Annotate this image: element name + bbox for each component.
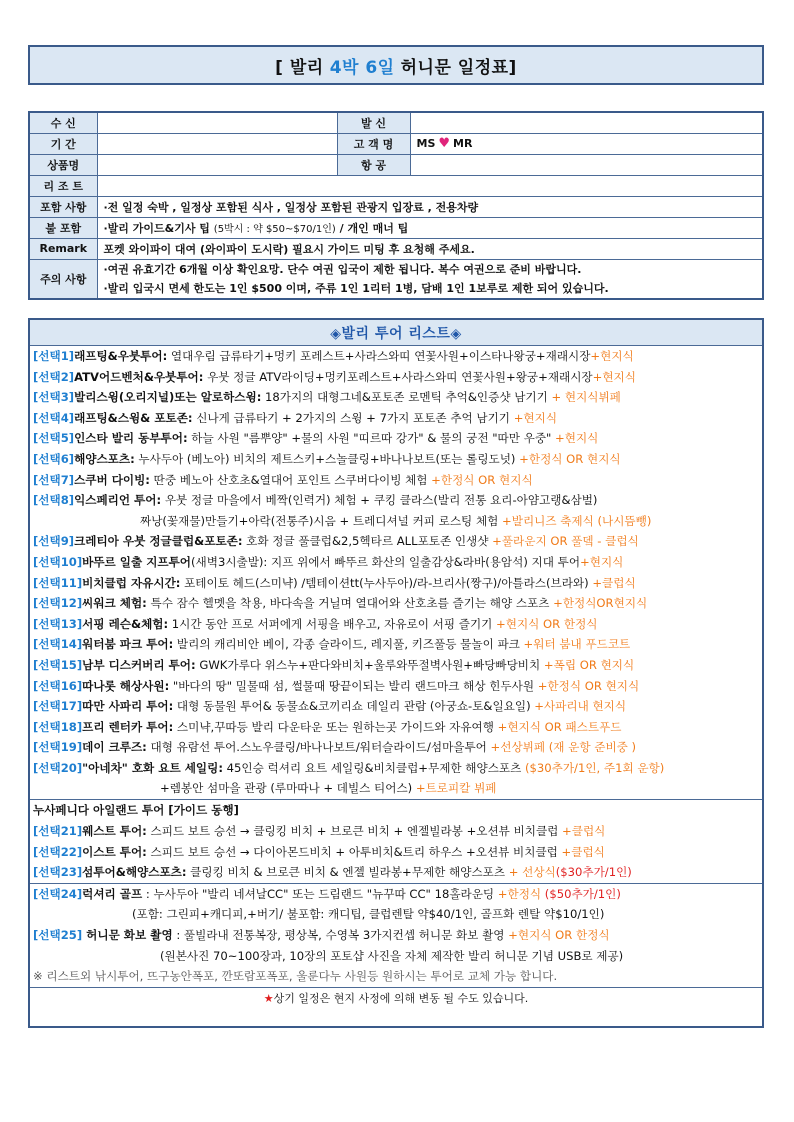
tour-opt: +선상뷔페 (재 운항 준비중 ) (486, 740, 637, 755)
tour-tag: [선택10] (33, 554, 83, 569)
tour-desc: 스미냑,꾸따등 발리 다운타운 또는 원하는곳 가이드와 자유여행 (173, 719, 494, 734)
tour-item (30, 676, 762, 697)
tour-tag: [선택16] (33, 678, 83, 693)
tour-desc: 누사두아 (베노아) 비치의 제트스키+스놀클링+바나나보트(또는 롤링도넛) (134, 451, 516, 466)
tour-opt: +워터 붐내 푸드코트 (519, 637, 631, 652)
tour-item (30, 408, 762, 429)
tour-desc: "바다의 땅" 밀물때 섬, 썰물때 땅끝이되는 발리 랜드마크 해상 힌두사원 (169, 678, 535, 693)
tour-tag: [선택5] (33, 431, 75, 446)
tour-tag: [선택11] (33, 575, 83, 590)
tour-opt: +한정식 OR 현지식 (427, 472, 533, 487)
tour-name: 서핑 레슨&체험: (82, 616, 169, 631)
tour-tag: [선택20] (33, 760, 83, 775)
period-label: 기 간 (29, 133, 97, 154)
tour-tag: [선택6] (33, 451, 75, 466)
tour-tag: [선택9] (33, 534, 75, 549)
photo-continued: (원본사진 70~100장과, 10장의 포토샵 사진을 자체 제작한 발리 허니문 기념 USB로 제공) (160, 948, 624, 963)
tour-tag: [선택22] (33, 844, 83, 859)
tour-item (30, 449, 762, 470)
tour-item (30, 696, 762, 717)
tour-opt: +현지식 (580, 554, 624, 569)
tour-name: 데이 크루즈: (82, 740, 147, 755)
tour-desc: 신나게 급류타기 + 2가지의 스윙 + 7가지 포토존 추억 남기기 (192, 410, 511, 425)
tour-name: 바뚜르 일출 지프투어 (82, 554, 192, 569)
tour-item (30, 842, 762, 863)
tour-opt: +클럽식 (558, 824, 606, 839)
tour-name: 씨워크 체험: (82, 596, 147, 611)
tour-group-bali-2 (30, 531, 762, 778)
tour-name: 크레티아 우붓 정글클럽&포토존: (74, 534, 243, 549)
caution-label: 주의 사항 (29, 259, 97, 299)
excludes-b: (5박시 : 약 $50~$70/1인) (213, 223, 336, 235)
tour-name: 비치클럽 자유시간: (82, 575, 181, 590)
tour-opt: +한정식 OR 현지식 (534, 678, 640, 693)
tour-item (30, 862, 762, 883)
tour-opt: +현지식 OR 패스트푸드 (493, 719, 622, 734)
tour-name: 인스타 발리 동부투어: (74, 431, 188, 446)
tour-opt: +현지식 (592, 369, 636, 384)
tour-desc: 우붓 정글 ATV라이딩+멍키포레스트+사라스와띠 연꽃사원+왕궁+재래시장 (203, 369, 593, 384)
tour-desc: 특수 잠수 헬멧을 착용, 바다속을 거닐며 열대어와 산호초를 즐기는 해양 스포츠 (146, 596, 550, 611)
tour-list-header: ◈발리 투어 리스트◈ (30, 320, 762, 346)
tour-name: ATV어드벤처&우붓투어: (74, 369, 204, 384)
tour-tag: [선택4] (33, 410, 75, 425)
tour-desc: 포테이토 헤드(스미냑) /템테이션tt(누사두아)/라-브리사(짱구)/아틀라스(브라와) (180, 575, 589, 590)
title-accent: 4박 6일 (329, 57, 395, 78)
tour-item (30, 470, 762, 491)
tour-name: "아네차" 호화 요트 세일링: (82, 760, 223, 775)
tour-item (30, 531, 762, 552)
resort-label: 리 조 트 (29, 175, 97, 196)
nusa-header: 누사페니다 아일랜드 투어 [가이드 동행] (30, 799, 762, 821)
page-title (28, 45, 764, 85)
golf-continued: (포함: 그린피+캐디피,+버기/ 불포함: 캐디팁, 클럽렌탈 약$40/1인, 골프화 렌탈 약$10/1인) (132, 907, 605, 922)
tour-desc: 우붓 정글 마을에서 베짝(인력거) 체험 + 쿠킹 클라스(발리 전통 요리-아얌고랭&삼벌) (161, 493, 598, 508)
tour-tag: [선택17] (33, 699, 83, 714)
tour-item (30, 573, 762, 594)
tour-desc: 대형 유람선 투어.스노우클링/바나나보트/워터슬라이드/섬마을투어 (146, 740, 487, 755)
tour-name: 래프팅&우붓투어: (74, 349, 168, 363)
tour-name: 발리스윙(오리지널)또는 알로하스윙: (74, 390, 262, 405)
tour-group-nusa (30, 821, 762, 883)
title-prefix: [ 발리 (275, 57, 324, 78)
flight-label: 항 공 (337, 154, 410, 175)
tour-desc: (새벽3시출발): 지프 위에서 빠뚜르 화산의 일출감상&라바(용암석) 지대 투어 (191, 554, 581, 569)
tour-item (30, 387, 762, 408)
tour-name: 따만 사파리 투어: (82, 699, 174, 714)
product-value (97, 154, 337, 175)
tour-desc: 스피드 보트 승선 → 다이아몬드비치 + 아투비치&트리 하우스 +오션뷰 비치클럽 (146, 844, 558, 859)
tour-tag: [선택23] (33, 865, 83, 880)
photo-item: [선택25] 허니문 화보 촬영 : 풀빌라내 전통복장, 평상복, 수영복 3가지컨셉 허니문 화보 촬영 +현지식 OR 한정식 (33, 928, 610, 943)
tour-name: 이스트 투어: (82, 844, 147, 859)
tour-item (30, 490, 762, 511)
includes-text: ·전 일정 숙박 , 일정상 포함된 식사 , 일정상 포함된 관광지 입장료 , 전용차량 (97, 196, 763, 217)
caution-1: ·여권 유효기간 6개월 이상 확인요망. 단수 여권 입국이 제한 됩니다. 복수 여권으로 준비 바랍니다. (103, 262, 582, 276)
tour-desc: 18가지의 대형그네&포토존 로멘틱 추억&인증샷 남기기 (261, 390, 548, 405)
tour-desc: GWK가루다 위스누+판다와비치+울루와뚜절벽사원+빠당빠당비치 (195, 657, 541, 672)
tour20-continued: +렘봉안 섬마을 관광 (루마따나 + 데빌스 티어스) +트로피칼 뷔페 (160, 781, 497, 796)
tour-desc: 클링킹 비치 & 브로큰 비치 & 엔젤 빌라봉+무제한 해양스포츠 (186, 865, 506, 880)
golf-item: [선택24]럭셔리 골프 : 누사두아 "발리 네셔날CC" 또는 드림랜드 "뉴꾸따 CC" 18홀라운딩 +한정식 ($50추가/1인) (33, 886, 621, 901)
tour-tag: [선택19] (33, 740, 83, 755)
tour-tag: [선택13] (33, 616, 83, 631)
resort-value (97, 175, 763, 196)
tour-red: ($30추가/1인) (555, 865, 632, 880)
tour-desc: 45인승 럭셔리 요트 세일링&비치클럽+무제한 해양스포츠 (222, 760, 522, 775)
tour-opt: +현지식 (590, 349, 634, 363)
period-value (97, 133, 337, 154)
tour8-continued: 짜낭(꽃재물)만들기+아락(전통주)시음 + 트레디셔널 커피 로스팅 체험 +발리니즈 축제식 (나시뜸뺑) (140, 513, 652, 528)
tour-list (28, 318, 764, 1028)
tour-item (30, 634, 762, 655)
tour-name: 익스페리언 투어: (74, 493, 162, 508)
caution-text (97, 259, 763, 299)
customer-label: 고 객 명 (337, 133, 410, 154)
tour-item (30, 552, 762, 573)
tour-desc: 스피드 보트 승선 → 클링킹 비치 + 브로큰 비치 + 엔젤빌라봉 +오션뷰 비치클럽 (146, 824, 559, 839)
tour-item (30, 737, 762, 758)
tour-tag: [선택1] (33, 349, 75, 363)
tour-name: 따나롯 해상사원: (82, 678, 170, 693)
customer-ms: MS (416, 137, 436, 150)
tour-desc: 딴중 베노아 산호초&열대어 포인트 스쿠버다이빙 체험 (149, 472, 428, 487)
tour-tag: [선택15] (33, 657, 83, 672)
tour-desc: 1시간 동안 프로 서퍼에게 서핑을 배우고, 자유로이 서핑 즐기기 (168, 616, 493, 631)
caution-2: ·발리 입국시 면세 한도는 1인 $500 이며, 주류 1인 1리터 1병, 담배 1인 1보루로 제한 되어 있습니다. (103, 281, 609, 295)
tour-item (30, 717, 762, 738)
tour-tag: [선택18] (33, 719, 83, 734)
tour-name: 래프팅&스윙& 포토존: (74, 410, 193, 425)
tour-name: 해양스포츠: (74, 451, 135, 466)
tour-desc: 대형 동물원 투어& 동물쇼&코끼리쇼 데일리 관람 (아궁쇼-토&일요일) (173, 699, 531, 714)
tour-opt: +클럽식 (557, 844, 605, 859)
remark-text: 포켓 와이파이 대여 (와이파이 도시락) 필요시 가이드 미팅 후 요청해 주세요. (97, 238, 763, 259)
tour-name: 웨스트 투어: (82, 824, 147, 839)
tour-opt: +풀라운지 OR 풀뎈 - 클럽식 (488, 534, 639, 549)
tour-item (30, 758, 762, 779)
sender-label: 발 신 (337, 112, 410, 133)
tour-tag: [선택7] (33, 472, 75, 487)
sender-value (410, 112, 763, 133)
excludes-label: 불 포함 (29, 217, 97, 238)
tour-tag: [선택14] (33, 637, 83, 652)
replace-note: ※ 리스트외 낚시투어, 뜨구농안폭포, 깐또람포폭포, 울룬다누 사원등 원하시는 투어로 교체 가능 합니다. (33, 969, 558, 984)
tour-opt: ($30추가/1인, 주1회 운항) (521, 760, 665, 775)
tour-tag: [선택21] (33, 824, 83, 839)
tour-opt: +사파리내 현지식 (530, 699, 627, 714)
tour-tag: [선택12] (33, 596, 83, 611)
excludes-a: ·발리 가이드&기사 팁 (103, 221, 210, 235)
footer-note (30, 987, 762, 1010)
tour-desc: 호화 정글 풀클럽&2,5헥타르 ALL포토존 인생샷 (242, 534, 489, 549)
tour-opt: +현지식 (510, 410, 558, 425)
tour-item (30, 346, 762, 367)
tour-name: 워터붐 파크 투어: (82, 637, 174, 652)
excludes-text (97, 217, 763, 238)
tour-item (30, 593, 762, 614)
customer-value (410, 133, 763, 154)
tour-opt: +한정식OR현지식 (549, 596, 648, 611)
tour-item (30, 655, 762, 676)
product-label: 상품명 (29, 154, 97, 175)
remark-label: Remark (29, 238, 97, 259)
tour-opt: +한정식 OR 현지식 (515, 451, 621, 466)
tour-name: 프리 렌터카 투어: (82, 719, 174, 734)
tour-opt: +클럽식 (588, 575, 636, 590)
tour-desc: 발리의 캐리비안 베이, 각종 슬라이드, 레지풀, 키즈풀등 물놀이 파크 (173, 637, 520, 652)
tour-item (30, 614, 762, 635)
tour-opt: +폭립 OR 현지식 (540, 657, 635, 672)
flight-value (410, 154, 763, 175)
recipient-value (97, 112, 337, 133)
title-suffix: 허니문 일정표] (400, 57, 517, 78)
heart-icon: ♥ (438, 136, 451, 151)
tour-group-bali (30, 346, 762, 511)
tour-opt: +현지식 OR 한정식 (492, 616, 598, 631)
tour-desc: 열대우림 급류타기+멍키 포레스트+사라스와띠 연꽃사원+이스타나왕궁+재래시장 (167, 349, 591, 363)
recipient-label: 수 신 (29, 112, 97, 133)
tour-opt: +현지식 (551, 431, 599, 446)
footer-text: 상기 일정은 현지 사정에 의해 변동 될 수도 있습니다. (273, 991, 529, 1005)
includes-label: 포함 사항 (29, 196, 97, 217)
tour-name: 섬투어&해양스포츠: (82, 865, 187, 880)
tour-tag: [선택2] (33, 369, 75, 384)
star-icon: ★ (263, 991, 274, 1005)
tour-desc: 하늘 사원 "름뿌양" +물의 사원 "띠르따 강가" & 물의 궁전 "따만 우중" (187, 431, 552, 446)
tour-item (30, 367, 762, 388)
info-table (28, 111, 764, 300)
customer-mr: MR (453, 137, 473, 150)
tour-item (30, 821, 762, 842)
tour-name: 남부 디스커버리 투어: (82, 657, 196, 672)
tour-name: 스쿠버 다이빙: (74, 472, 150, 487)
tour-tag: [선택8] (33, 493, 75, 508)
tour-opt: + 현지식뷔페 (547, 390, 621, 405)
excludes-c: / 개인 매너 팁 (339, 221, 409, 235)
tour-tag: [선택3] (33, 390, 75, 405)
tour-opt: + 선상식 (505, 865, 556, 880)
tour-item (30, 428, 762, 449)
